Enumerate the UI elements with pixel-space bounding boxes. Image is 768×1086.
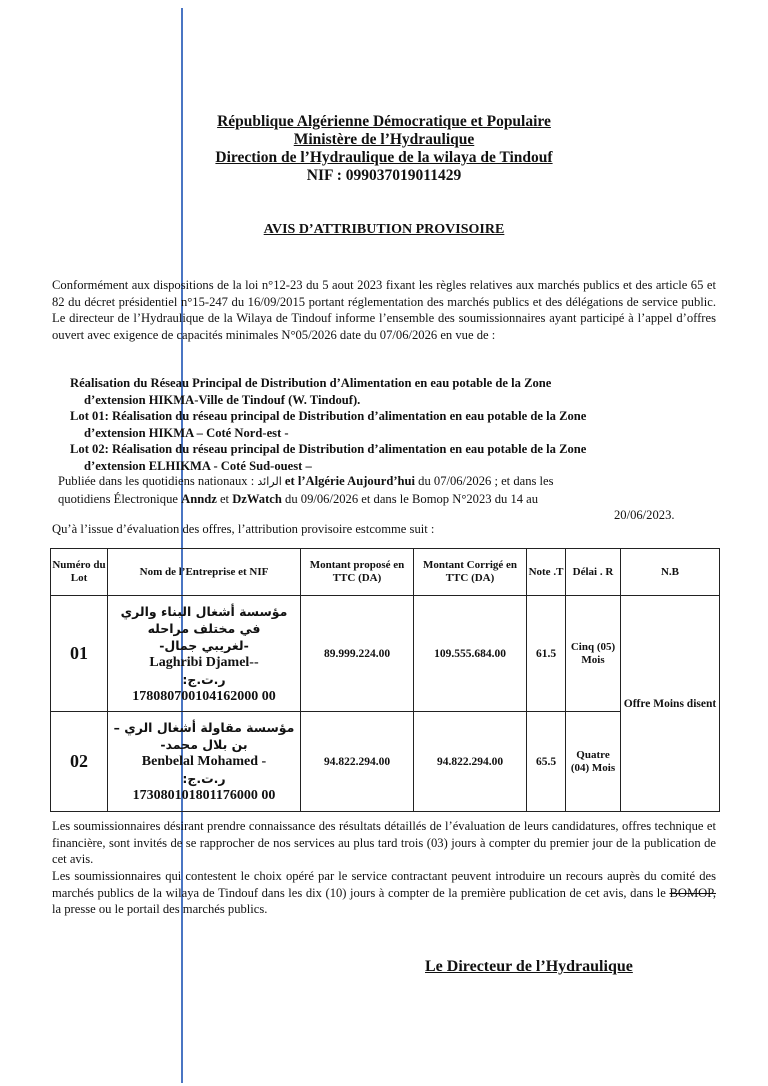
- header-corrected: Montant Corrigé en TTC (DA): [414, 549, 527, 596]
- footer-text-c: la presse ou le portail des marchés publics.: [52, 902, 268, 916]
- company-nif: 173080101801176000 00: [132, 788, 276, 803]
- pub-text-8: du 09/06/2026 et dans le Bomop N°2023 du 14 au: [281, 491, 539, 506]
- table-row: [51, 596, 720, 712]
- company-arabic-owner: بن بلال محمد-: [160, 737, 248, 752]
- lot1-line1: Lot 01: Réalisation du réseau principal de Distribution d’alimentation en eau potable de la Zone: [70, 409, 587, 423]
- company-arabic-owner: -لغريبي جمال-: [159, 637, 249, 653]
- company-arabic-name: مؤسسة أشغال البناء والري: [120, 603, 288, 619]
- company-cell: [108, 596, 301, 712]
- lot2-line2: d’extension ELHIKMA - Coté Sud-ouest –: [84, 458, 312, 473]
- pub-text-9: 20/06/2023.: [614, 508, 675, 522]
- nif-line: NIF : 099037019011429: [306, 167, 462, 184]
- pub-arabic-paper: الرائد: [257, 475, 282, 488]
- pub-paper-2: et l’Algérie Aujourd’hui: [281, 474, 416, 488]
- letterhead: [0, 113, 768, 185]
- company-nif-label: ر.ت.ج:: [182, 671, 226, 687]
- signature-line: Le Directeur de l’Hydraulique: [425, 958, 633, 975]
- attribution-table: [50, 548, 720, 812]
- lot1-line2: d’extension HIKMA – Coté Nord-est -: [84, 425, 289, 440]
- lot-number: 02: [51, 712, 108, 812]
- proposed-amount: 89.999.224.00: [301, 596, 414, 712]
- header-lot: Numéro du Lot: [51, 549, 108, 596]
- direction-line: Direction de l’Hydraulique de la wilaya de Tindouf: [215, 149, 553, 166]
- project-main-line1: Réalisation du Réseau Principal de Distribution d’Alimentation en eau potable de la Zone: [70, 376, 552, 390]
- pub-text-3: du 07/06/2026 ; et dans les: [415, 474, 554, 488]
- header-note: Note .T: [527, 549, 566, 596]
- header-company: Nom de l’Entreprise et NIF: [108, 549, 301, 596]
- footer-text-a: Les soumissionnaires qui contestent le choix opéré par le service contractant peuvent introduire un recours auprès du comité des marchés publics de la wilaya de Tindouf dans les dix (10) jours à compter de la première publication de cet avis, dans le: [52, 869, 716, 900]
- document-title: AVIS D’ATTRIBUTION PROVISOIRE: [263, 222, 505, 237]
- header-proposed: Montant proposé en TTC (DA): [301, 549, 414, 596]
- proposed-amount: 94.822.294.00: [301, 712, 414, 812]
- company-latin-name: Benbelal Mohamed -: [141, 754, 267, 769]
- pub-text-6: et: [216, 491, 233, 506]
- footer-paragraph-2: [52, 868, 716, 918]
- republic-line: République Algérienne Démocratique et Populaire: [217, 113, 551, 130]
- technical-note: 61.5: [527, 596, 566, 712]
- ministry-line: Ministère de l’Hydraulique: [293, 131, 475, 148]
- project-main-line2: d’extension HIKMA-Ville de Tindouf (W. Tindouf).: [84, 392, 361, 407]
- company-nif-label: ر.ت.ج:: [182, 771, 226, 786]
- lot-number: 01: [51, 596, 108, 712]
- technical-note: 65.5: [527, 712, 566, 812]
- delay: Cinq (05) Mois: [566, 596, 621, 712]
- pub-text-4: quotidiens Électronique: [58, 491, 182, 506]
- intro-paragraph: Conformément aux dispositions de la loi n°12-23 du 5 aout 2023 fixant les règles relatives aux marchés publics et des article 65 et 82 du décret présidentiel n°15-247 du 16/09/2015 portant réglementation des marchés publics et des délégations de service public. Le directeur de l’Hydraulique de la Wilaya de Tindouf informe l’ensemble des soumissionnaires ayant participé à l’appel d’offres ouvert avec exigence de capacités minimales N°05/2026 date du 07/06/2026 en vue de :: [52, 278, 716, 342]
- company-arabic-name: مؤسسة مقاولة أشغال الري –: [113, 720, 295, 735]
- table-header-row: [51, 549, 720, 596]
- table-row: [51, 712, 720, 812]
- corrected-amount: 109.555.684.00: [414, 596, 527, 712]
- header-delay: Délai . R: [566, 549, 621, 596]
- company-nif: 178080700104162000 00: [132, 688, 276, 704]
- evaluation-intro: Qu’à l’issue d’évaluation des offres, l’attribution provisoire estcomme suit :: [52, 522, 435, 536]
- delay: Quatre (04) Mois: [566, 712, 621, 812]
- footer-paragraph-1: Les soumissionnaires désirant prendre connaissance des résultats détaillés de l’évaluation de leurs candidatures, offres technique et financière, sont invités de se rapprocher de nos services au plus tard trois (03) jours à compter du premier jour de la publication de cet avis.: [52, 819, 716, 866]
- corrected-amount: 94.822.294.00: [414, 712, 527, 812]
- pub-dzwatch: DzWatch: [232, 491, 282, 506]
- nb-cell: Offre Moins disent: [621, 596, 720, 812]
- company-arabic-name-2: في مختلف مراحله: [147, 620, 261, 636]
- lot2-line1: Lot 02: Réalisation du réseau principal de Distribution d’alimentation en eau potable de la Zone: [70, 442, 587, 456]
- pub-text-1: Publiée dans les quotidiens nationaux :: [58, 474, 258, 488]
- header-nb: N.B: [621, 549, 720, 596]
- company-latin-name: Laghribi Djamel--: [149, 654, 259, 670]
- publication-paragraph: [58, 473, 718, 524]
- company-cell: [108, 712, 301, 812]
- pub-anndz: Anndz: [181, 491, 217, 506]
- footer-bomop: BOMOP,: [669, 885, 716, 900]
- project-description: [70, 375, 720, 474]
